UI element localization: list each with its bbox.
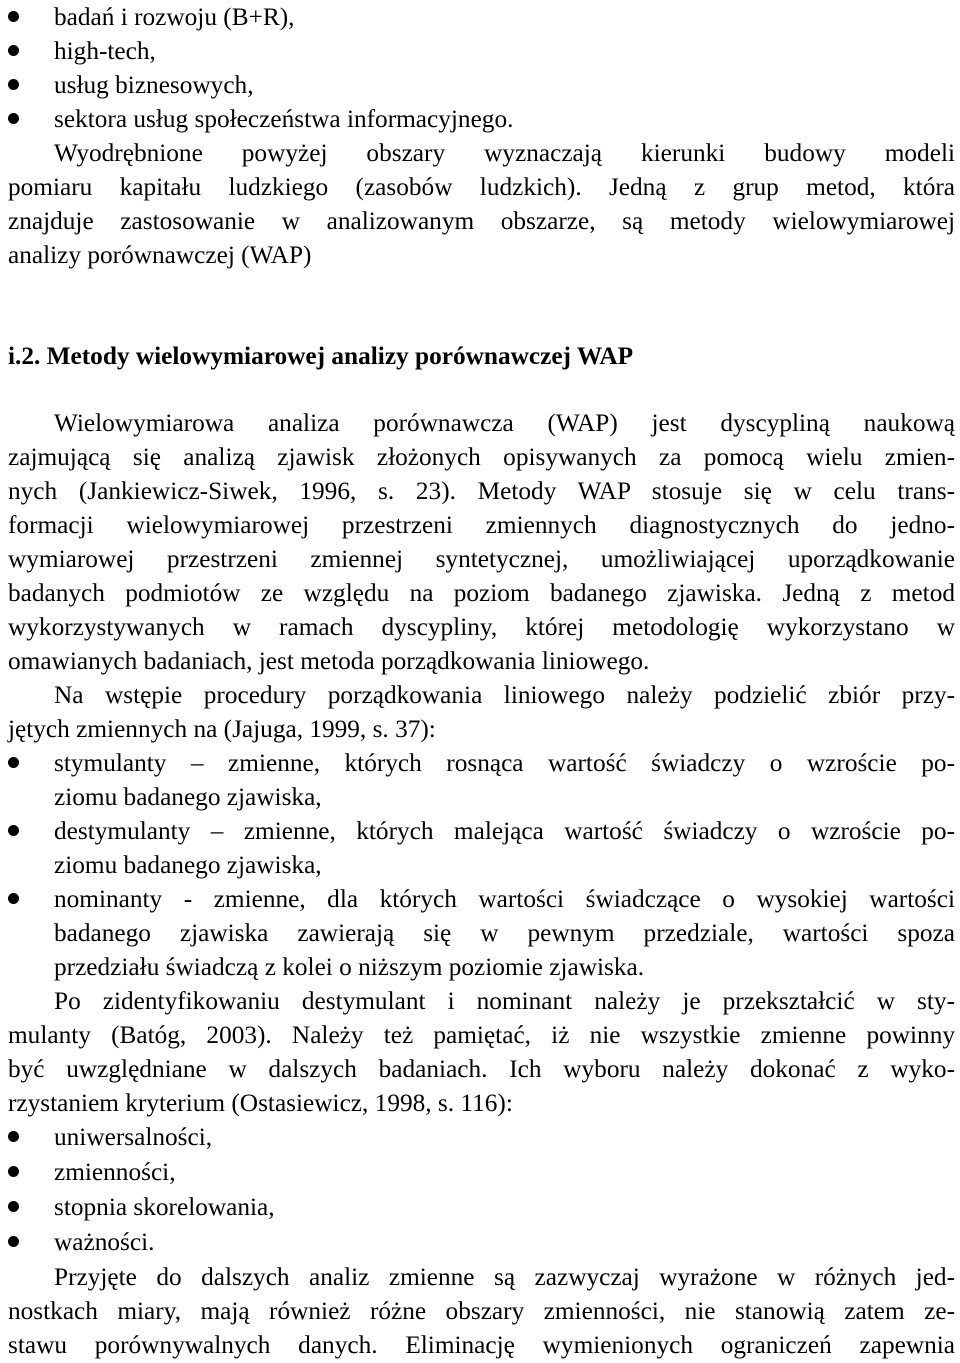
paragraph-line: Na wstępie procedury porządkowania liniowego należy podzielić zbiór przy-	[54, 681, 955, 709]
paragraph-line: Wielowymiarowa analiza porównawcza (WAP) jest dyscypliną naukową	[54, 409, 955, 437]
list-item-text: nominanty - zmienne, dla których wartości świadczące o wysokiej wartości	[54, 885, 955, 913]
section-heading: i.2. Metody wielowymiarowej analizy porównawczej WAP	[8, 342, 634, 370]
paragraph-line: zajmującą się analizą zjawisk złożonych opisywanych za pomocą wielu zmien-	[8, 443, 955, 471]
bullet-icon	[8, 1166, 19, 1177]
list-item-text: destymulanty – zmienne, których malejąca wartość świadczy o wzroście po-	[54, 817, 955, 845]
bullet-icon	[8, 1236, 19, 1247]
list-item-text: uniwersalności,	[54, 1123, 213, 1151]
bullet-icon	[8, 1131, 19, 1142]
paragraph-line: wykorzystywanych w ramach dyscypliny, której metodologię wykorzystano w	[8, 613, 955, 641]
list-item-text: stopnia skorelowania,	[54, 1193, 275, 1221]
list-item-text: ważności.	[54, 1228, 155, 1256]
bullet-icon	[8, 113, 19, 124]
bullet-icon	[8, 45, 19, 56]
paragraph-line: Po zidentyfikowaniu destymulant i nominant należy je przekształcić w sty-	[54, 987, 955, 1015]
list-item-continuation: badanego zjawiska zawierają się w pewnym przedziale, wartości spoza	[54, 919, 955, 947]
paragraph-line: formacji wielowymiarowej przestrzeni zmiennych diagnostycznych do jedno-	[8, 511, 955, 539]
bullet-icon	[8, 893, 19, 904]
bullet-icon	[8, 1201, 19, 1212]
bullet-icon	[8, 757, 19, 768]
list-item-text: sektora usług społeczeństwa informacyjnego.	[54, 105, 514, 133]
paragraph-line: rzystaniem kryterium (Ostasiewicz, 1998, s. 116):	[8, 1089, 513, 1117]
list-item-text: high-tech,	[54, 37, 156, 65]
paragraph-line: nostkach miary, mają również różne obszary zmienności, nie stanowią zatem ze-	[8, 1297, 955, 1325]
list-item-text: usług biznesowych,	[54, 71, 254, 99]
paragraph-line: mulanty (Batóg, 2003). Należy też pamiętać, iż nie wszystkie zmienne powinny	[8, 1021, 955, 1049]
paragraph-line: wymiarowej przestrzeni zmiennej syntetycznej, umożliwiającej uporządkowanie	[8, 545, 955, 573]
paragraph-line: stawu porównywalnych danych. Eliminację wymienionych ograniczeń zapewnia	[8, 1331, 955, 1359]
paragraph-line: pomiaru kapitału ludzkiego (zasobów ludzkich). Jedną z grup metod, która	[8, 173, 955, 201]
paragraph-line: Wyodrębnione powyżej obszary wyznaczają kierunki budowy modeli	[54, 139, 955, 167]
list-item-text: zmienności,	[54, 1158, 176, 1186]
paragraph-line: znajduje zastosowanie w analizowanym obszarze, są metody wielowymiarowej	[8, 207, 955, 235]
paragraph-line: analizy porównawczej (WAP)	[8, 241, 312, 269]
paragraph-line: Przyjęte do dalszych analiz zmienne są zazwyczaj wyrażone w różnych jed-	[54, 1263, 955, 1291]
paragraph-line: omawianych badaniach, jest metoda porządkowania liniowego.	[8, 647, 650, 675]
bullet-icon	[8, 825, 19, 836]
paragraph-line: badanych podmiotów ze względu na poziom badanego zjawiska. Jedną z metod	[8, 579, 955, 607]
bullet-icon	[8, 79, 19, 90]
list-item-continuation: ziomu badanego zjawiska,	[54, 783, 322, 811]
paragraph-line: jętych zmiennych na (Jajuga, 1999, s. 37):	[8, 715, 436, 743]
list-item-text: stymulanty – zmienne, których rosnąca wartość świadczy o wzroście po-	[54, 749, 955, 777]
bullet-icon	[8, 11, 19, 22]
paragraph-line: nych (Jankiewicz-Siwek, 1996, s. 23). Metody WAP stosuje się w celu trans-	[8, 477, 955, 505]
list-item-continuation: przedziału świadczą z kolei o niższym poziomie zjawiska.	[54, 953, 645, 981]
list-item-continuation: ziomu badanego zjawiska,	[54, 851, 322, 879]
paragraph-line: być uwzględniane w dalszych badaniach. Ich wyboru należy dokonać z wyko-	[8, 1055, 955, 1083]
list-item-text: badań i rozwoju (B+R),	[54, 3, 295, 31]
